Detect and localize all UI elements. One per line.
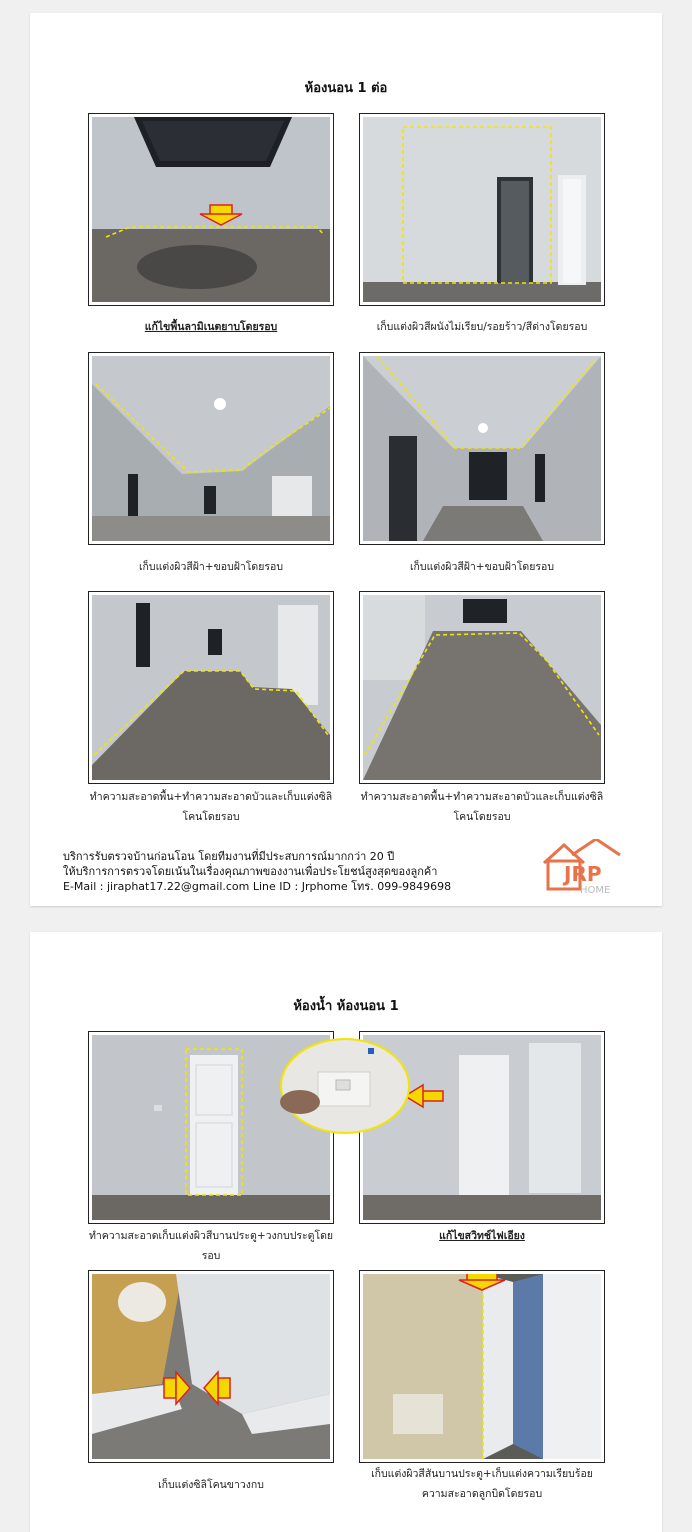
photo-silicone-frame	[88, 1270, 334, 1463]
report-page-1	[30, 13, 662, 906]
page-title: ห้องนอน 1 ต่อ	[304, 81, 388, 96]
footer-line: บริการรับตรวจบ้านก่อนโอน โดยทีมงานที่มีประสบการณ์มากกว่า 20 ปี	[63, 850, 395, 863]
photo-caption: เก็บแต่งผิวสีผนังไม่เรียบ/รอยร้าว/สีด่างโดยรอบ	[376, 321, 588, 333]
photo-floor-clean-1	[88, 591, 334, 784]
report-page-2	[30, 932, 662, 1532]
photo-caption: เก็บแต่งผิวสีสันบานประตู+เก็บแต่งความเรียบร้อยความสะอาดลูกบิดโดยรอบ	[371, 1468, 593, 1500]
photo-caption: ทำความสะอาดเก็บแต่งผิวสีบานประตู+วงกบประตูโดยรอบ	[88, 1230, 334, 1262]
photo-caption: เก็บแต่งซิลิโคนขาวงกบ	[158, 1479, 264, 1491]
switch-zoom-inset	[278, 1036, 412, 1136]
photo-caption: แก้ไขสวิทช์ไฟเอียง	[439, 1230, 525, 1242]
photo-floor-laminate	[88, 113, 334, 306]
svg-text:JRP: JRP	[564, 862, 602, 886]
photo-wall-paint	[359, 113, 605, 306]
company-contact	[63, 849, 451, 894]
footer-line: E-Mail : jiraphat17.22@gmail.com Line ID : Jrphome โทร. 099-9849698	[63, 880, 452, 893]
photo-door-edge	[359, 1270, 605, 1463]
footer-line: ให้บริการการตรวจโดยเน้นในเรื่องคุณภาพของงานเพื่อประโยชน์สูงสุดของลูกค้า	[63, 865, 438, 878]
svg-text:HOME: HOME	[580, 885, 611, 896]
jrp-home-logo	[542, 839, 622, 897]
photo-floor-clean-2	[359, 591, 605, 784]
photo-caption: ทำความสะอาดพื้น+ทำความสะอาดบัวและเก็บแต่งซิลิโคนโดยรอบ	[89, 791, 333, 823]
photo-caption: ทำความสะอาดพื้น+ทำความสะอาดบัวและเก็บแต่งซิลิโคนโดยรอบ	[360, 791, 604, 823]
photo-ceiling-1	[88, 352, 334, 545]
photo-caption: เก็บแต่งผิวสีฝ้า+ขอบฝ้าโดยรอบ	[138, 561, 284, 573]
photo-caption: เก็บแต่งผิวสีฝ้า+ขอบฝ้าโดยรอบ	[409, 561, 555, 573]
photo-ceiling-2	[359, 352, 605, 545]
page-title: ห้องน้ำ ห้องนอน 1	[293, 999, 399, 1014]
photo-caption: แก้ไขพื้นลามิเนตยาบโดยรอบ	[144, 321, 278, 333]
